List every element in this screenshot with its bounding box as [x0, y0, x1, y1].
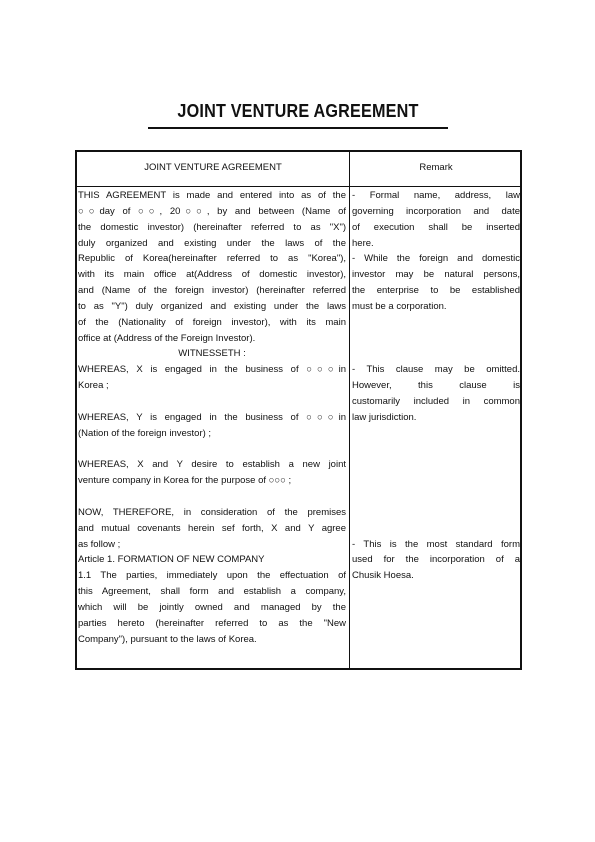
agreement-text-line: (Nation of the foreign investor) ;: [78, 427, 212, 439]
remark-text-line: must be a corporation.: [352, 300, 447, 312]
remark-text-line: Chusik Hoesa.: [352, 570, 414, 582]
remark-text-line: - Formal name, address, law: [352, 190, 520, 201]
remark-text-line: [352, 442, 520, 458]
remark-text-line: customarily included in common: [352, 395, 520, 407]
agreement-text-line: duly organized and existing under the laws of the: [78, 237, 346, 249]
remark-text-line: governing incorporation and date: [352, 205, 520, 217]
agreement-text-line: of the (Nationality of foreign investor), with its main: [78, 316, 346, 328]
remark-text-line: [352, 457, 520, 473]
remark-text-line: [352, 426, 520, 442]
agreement-text-line: WITNESSETH :: [178, 348, 246, 360]
agreement-table: [75, 150, 522, 670]
agreement-text-line: ○○day of ○○, 20○○, by and between (Name of: [78, 205, 346, 217]
remark-text-line: [352, 473, 520, 489]
remark-text-column: [352, 188, 520, 584]
remark-text-line: - This is the most standard form: [352, 538, 520, 550]
agreement-text-line: Company"), pursuant to the laws of Korea.: [78, 633, 257, 645]
agreement-text-line: [78, 442, 346, 458]
remark-text-line: [352, 521, 520, 537]
remark-text-line: [352, 346, 520, 362]
agreement-text-line: NOW, THEREFORE, in consideration of the premises: [78, 506, 346, 518]
agreement-text-line: to as "Y") duly organized and existing under the laws: [78, 300, 346, 312]
agreement-text-line: and mutual covenants herein sef forth, X and Y agree: [78, 522, 346, 534]
remark-text-line: - While the foreign and domestic: [352, 253, 520, 265]
agreement-text-line: the domestic investor) (hereinafter referred to as "X"): [78, 221, 346, 233]
title-underline: [148, 127, 448, 129]
column-divider: [349, 152, 350, 668]
remark-text-line: of execution shall be inserted: [352, 221, 520, 233]
agreement-text-line: WHEREAS, X and Y desire to establish a new joint: [78, 459, 346, 471]
agreement-text-line: with its main office at(Address of domestic investor),: [78, 269, 346, 281]
agreement-text-line: THIS AGREEMENT is made and entered into as of the: [78, 190, 346, 201]
agreement-text-line: 1.1 The parties, immediately upon the effectuation of: [78, 570, 346, 582]
agreement-text-line: Republic of Korea(hereinafter referred to as "Korea"),: [78, 253, 346, 265]
remark-text-line: used for the incorporation of a: [352, 554, 520, 566]
header-remark: Remark: [419, 162, 453, 173]
agreement-text-column: [78, 188, 346, 647]
agreement-text-line: parties hereto (hereinafter referred to as the "New: [78, 617, 346, 629]
agreement-text-line: as follow ;: [78, 538, 121, 550]
header-agreement: JOINT VENTURE AGREEMENT: [144, 162, 282, 173]
remark-text-line: investor may be natural persons,: [352, 269, 520, 281]
remark-text-line: However, this clause is: [352, 380, 520, 392]
agreement-text-line: and (Name of the foreign investor) (hereinafter referred: [78, 285, 346, 297]
remark-text-line: - This clause may be omitted.: [352, 364, 520, 376]
remark-text-line: [352, 331, 520, 347]
agreement-text-line: office at (Address of the Foreign Investor).: [78, 332, 256, 344]
agreement-text-line: venture company in Korea for the purpose of ○○○ ;: [78, 475, 292, 487]
document-title: JOINT VENTURE AGREEMENT: [177, 101, 419, 121]
remark-text-line: law jurisdiction.: [352, 411, 417, 423]
agreement-text-line: this Agreement, shall form and establish a company,: [78, 586, 346, 598]
agreement-text-line: [78, 394, 346, 410]
remark-text-line: [352, 315, 520, 331]
agreement-text-line: [78, 489, 346, 505]
remark-text-line: [352, 505, 520, 521]
agreement-text-line: WHEREAS, Y is engaged in the business of ○○○in: [78, 411, 346, 423]
remark-text-line: [352, 489, 520, 505]
header-divider: [77, 186, 520, 187]
remark-text-line: here.: [352, 237, 374, 249]
remark-text-line: the enterprise to be established: [352, 285, 520, 297]
agreement-text-line: WHEREAS, X is engaged in the business of ○○○in: [78, 364, 346, 376]
agreement-text-line: Korea ;: [78, 380, 109, 392]
agreement-text-line: Article 1. FORMATION OF NEW COMPANY: [78, 554, 265, 566]
agreement-text-line: which will be jointly owned and managed by the: [78, 601, 346, 613]
